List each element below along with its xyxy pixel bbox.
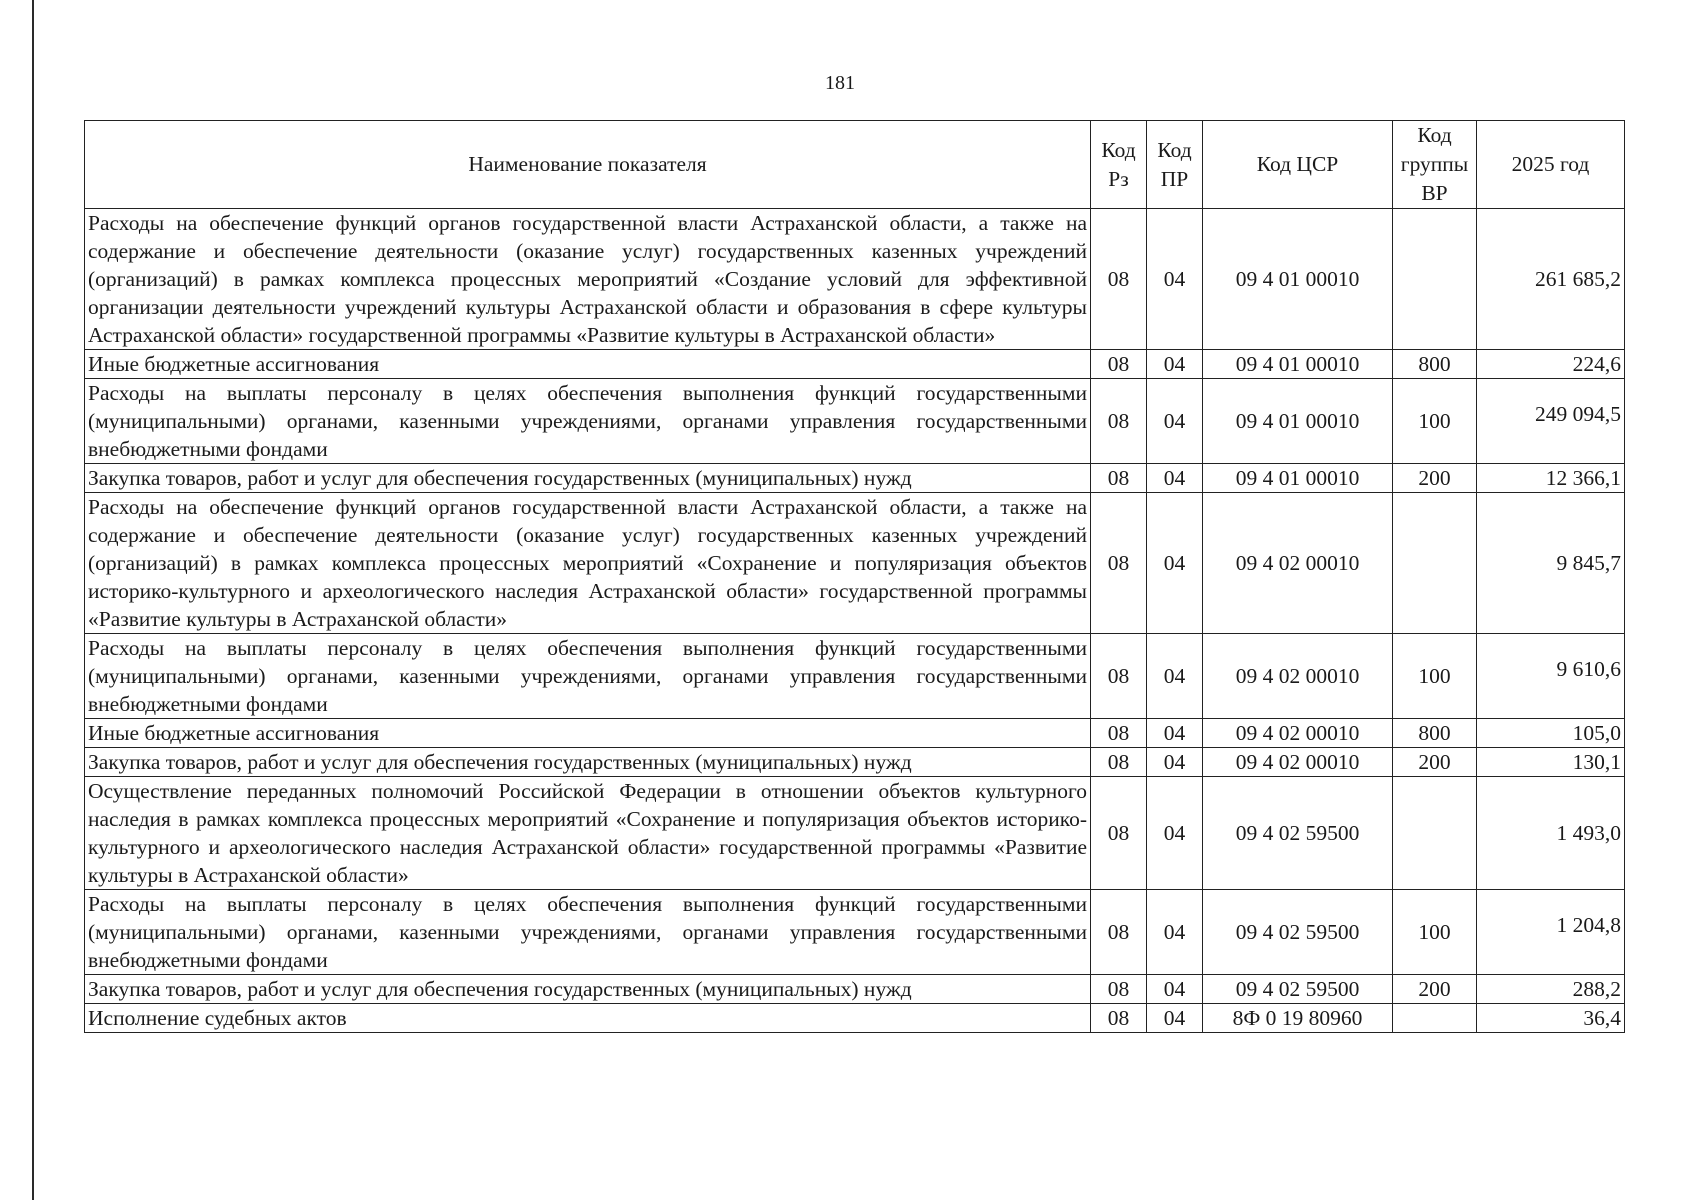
table-row [85, 209, 1625, 350]
row-name: Осуществление переданных полномочий Российской Федерации в отношении объектов культурного наследия в рамках комплекса процессных мероприятий «Сохранение и популяризация объектов историко-культурного и археологического наследия Астраханской области» государственной программы «Развитие культуры в Астраханской области» [85, 777, 1091, 890]
row-rz: 08 [1091, 719, 1147, 748]
row-name: Закупка товаров, работ и услуг для обеспечения государственных (муниципальных) нужд [85, 975, 1091, 1004]
row-rz: 08 [1091, 464, 1147, 493]
table-row [85, 464, 1625, 493]
row-vr: 200 [1393, 975, 1477, 1004]
row-pr: 04 [1147, 379, 1203, 464]
row-amount: 130,1 [1477, 748, 1625, 777]
row-vr [1393, 777, 1477, 890]
table-row [85, 1004, 1625, 1033]
header-vr: Код группы ВР [1393, 121, 1477, 209]
row-rz: 08 [1091, 493, 1147, 634]
row-csr: 8Ф 0 19 80960 [1203, 1004, 1393, 1033]
row-vr [1393, 493, 1477, 634]
row-vr: 800 [1393, 719, 1477, 748]
row-amount: 249 094,5 [1477, 379, 1625, 464]
row-csr: 09 4 02 00010 [1203, 748, 1393, 777]
row-amount: 36,4 [1477, 1004, 1625, 1033]
table-row [85, 719, 1625, 748]
row-pr: 04 [1147, 493, 1203, 634]
row-csr: 09 4 02 59500 [1203, 975, 1393, 1004]
row-amount: 12 366,1 [1477, 464, 1625, 493]
row-rz: 08 [1091, 975, 1147, 1004]
row-vr: 100 [1393, 379, 1477, 464]
row-rz: 08 [1091, 777, 1147, 890]
row-pr: 04 [1147, 777, 1203, 890]
row-name: Расходы на выплаты персоналу в целях обеспечения выполнения функций государственными (муниципальными) органами, казенными учреждениями, органами управления государственными внебюджетными фондами [85, 634, 1091, 719]
row-csr: 09 4 02 59500 [1203, 890, 1393, 975]
table-row [85, 350, 1625, 379]
table-header-row [85, 121, 1625, 209]
table-row [85, 379, 1625, 464]
row-pr: 04 [1147, 748, 1203, 777]
row-vr: 200 [1393, 748, 1477, 777]
row-name: Расходы на выплаты персоналу в целях обеспечения выполнения функций государственными (муниципальными) органами, казенными учреждениями, органами управления государственными внебюджетными фондами [85, 379, 1091, 464]
row-amount: 1 204,8 [1477, 890, 1625, 975]
row-csr: 09 4 01 00010 [1203, 464, 1393, 493]
row-name: Иные бюджетные ассигнования [85, 719, 1091, 748]
row-vr: 200 [1393, 464, 1477, 493]
row-pr: 04 [1147, 350, 1203, 379]
header-name: Наименование показателя [85, 121, 1091, 209]
row-name: Закупка товаров, работ и услуг для обеспечения государственных (муниципальных) нужд [85, 464, 1091, 493]
row-name: Расходы на обеспечение функций органов государственной власти Астраханской области, а также на содержание и обеспечение деятельности (оказание услуг) государственных казенных учреждений (организаций) в рамках комплекса процессных мероприятий «Создание условий для эффективной организации деятельности учреждений культуры Астраханской области и образования в сфере культуры Астраханской области» государственной программы «Развитие культуры в Астраханской области» [85, 209, 1091, 350]
row-amount: 288,2 [1477, 975, 1625, 1004]
row-vr: 100 [1393, 890, 1477, 975]
row-csr: 09 4 02 00010 [1203, 634, 1393, 719]
row-amount: 105,0 [1477, 719, 1625, 748]
row-rz: 08 [1091, 379, 1147, 464]
row-vr [1393, 209, 1477, 350]
row-csr: 09 4 02 59500 [1203, 777, 1393, 890]
row-rz: 08 [1091, 634, 1147, 719]
table-row [85, 748, 1625, 777]
page-number: 181 [825, 72, 855, 94]
row-pr: 04 [1147, 1004, 1203, 1033]
row-rz: 08 [1091, 890, 1147, 975]
scan-edge-line [32, 0, 34, 1200]
budget-table [84, 120, 1625, 1033]
row-csr: 09 4 02 00010 [1203, 719, 1393, 748]
row-name: Расходы на выплаты персоналу в целях обеспечения выполнения функций государственными (муниципальными) органами, казенными учреждениями, органами управления государственными внебюджетными фондами [85, 890, 1091, 975]
table-row [85, 975, 1625, 1004]
row-rz: 08 [1091, 748, 1147, 777]
row-pr: 04 [1147, 890, 1203, 975]
row-amount: 224,6 [1477, 350, 1625, 379]
row-vr [1393, 1004, 1477, 1033]
row-amount: 261 685,2 [1477, 209, 1625, 350]
header-csr: Код ЦСР [1203, 121, 1393, 209]
row-amount: 9 610,6 [1477, 634, 1625, 719]
row-name: Расходы на обеспечение функций органов государственной власти Астраханской области, а также на содержание и обеспечение деятельности (оказание услуг) государственных казенных учреждений (организаций) в рамках комплекса процессных мероприятий «Сохранение и популяризация объектов историко-культурного и археологического наследия Астраханской области» государственной программы «Развитие культуры в Астраханской области» [85, 493, 1091, 634]
row-vr: 100 [1393, 634, 1477, 719]
row-pr: 04 [1147, 719, 1203, 748]
row-rz: 08 [1091, 209, 1147, 350]
row-pr: 04 [1147, 634, 1203, 719]
row-csr: 09 4 01 00010 [1203, 350, 1393, 379]
row-rz: 08 [1091, 1004, 1147, 1033]
table-row [85, 493, 1625, 634]
row-name: Исполнение судебных актов [85, 1004, 1091, 1033]
row-pr: 04 [1147, 464, 1203, 493]
row-pr: 04 [1147, 975, 1203, 1004]
row-csr: 09 4 01 00010 [1203, 209, 1393, 350]
row-amount: 9 845,7 [1477, 493, 1625, 634]
header-pr: Код ПР [1147, 121, 1203, 209]
header-rz: Код Рз [1091, 121, 1147, 209]
row-pr: 04 [1147, 209, 1203, 350]
row-vr: 800 [1393, 350, 1477, 379]
row-rz: 08 [1091, 350, 1147, 379]
table-row [85, 890, 1625, 975]
row-csr: 09 4 02 00010 [1203, 493, 1393, 634]
row-name: Закупка товаров, работ и услуг для обеспечения государственных (муниципальных) нужд [85, 748, 1091, 777]
table-row [85, 777, 1625, 890]
row-amount: 1 493,0 [1477, 777, 1625, 890]
header-amount: 2025 год [1477, 121, 1625, 209]
table-row [85, 634, 1625, 719]
row-csr: 09 4 01 00010 [1203, 379, 1393, 464]
row-name: Иные бюджетные ассигнования [85, 350, 1091, 379]
